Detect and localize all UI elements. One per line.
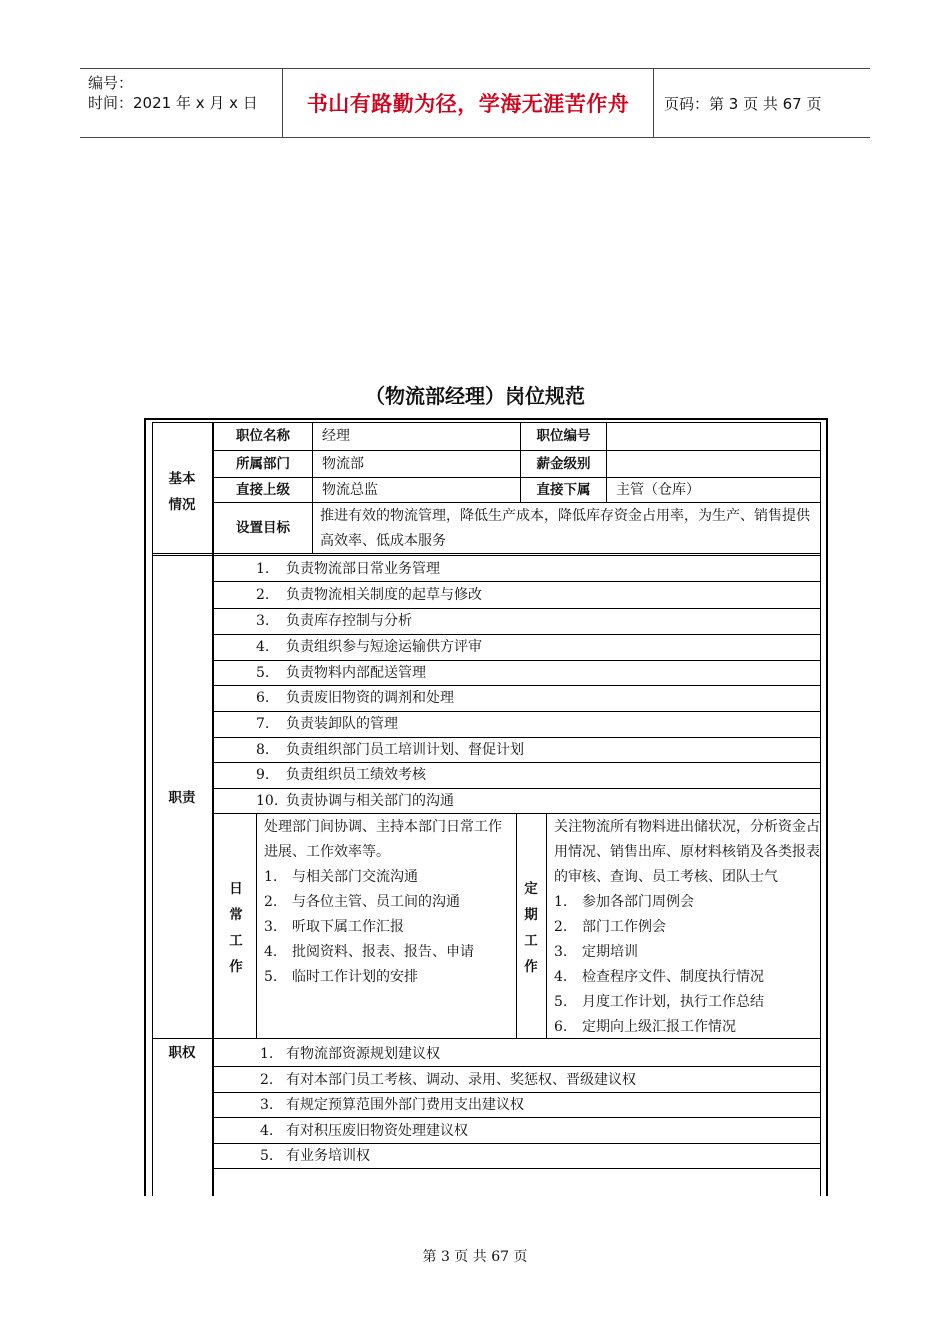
duty-item-text: 负责协调与相关部门的沟通 [286,793,454,809]
periodic-work-item-text: 月度工作计划，执行工作总结 [582,994,764,1010]
daily-work-intro: 处理部门间协调、主持本部门日常工作进展、工作效率等。 [264,819,502,860]
periodic-work-item-number: 5. [554,994,568,1010]
duty-item-text: 负责组织参与短途运输供方评审 [286,639,482,655]
goal-value: 推进有效的物流管理，降低生产成本，降低库存资金占用率，为生产、销售提供高效率、低成本服务 [320,508,810,549]
duty-item-text: 负责物流相关制度的起草与修改 [286,587,482,603]
periodic-work-item-number: 1. [554,894,568,910]
authority-item [260,1042,440,1067]
duty-item-text: 负责组织部门员工培训计划、督促计划 [286,742,524,758]
duty-item-text: 负责组织员工绩效考核 [286,767,426,783]
authority-item-number: 4. [260,1123,274,1139]
duty-item [256,609,412,634]
periodic-work-item-text: 参加各部门周例会 [582,894,694,910]
periodic-work-item [554,890,820,915]
daily-work-item-number: 2. [264,894,278,910]
periodic-work-item-number: 4. [554,969,568,985]
duty-item [256,583,482,608]
header-meta [80,69,282,137]
duty-item-number: 8. [256,742,270,758]
duty-item [256,789,454,814]
position-name-value: 经理 [322,428,350,444]
daily-work-item-text: 临时工作计划的安排 [292,969,418,985]
periodic-work-item [554,965,820,990]
duty-item-number: 7. [256,716,270,732]
daily-work-block [264,815,512,990]
authority-label: 职权 [168,1045,196,1061]
document-number-label: 编号： [88,74,134,92]
periodic-work-item [554,915,820,940]
authority-item-text: 有对积压废旧物资处理建议权 [286,1123,468,1139]
duty-item-number: 2. [256,587,270,603]
authority-item [260,1093,524,1118]
daily-work-item-number: 4. [264,944,278,960]
duty-item-text: 负责装卸队的管理 [286,716,398,732]
authority-item-text: 有对本部门员工考核、调动、录用、奖惩权、晋级建议权 [286,1072,636,1088]
authority-item-number: 2. [260,1072,274,1088]
duty-item-number: 9. [256,767,270,783]
authority-item-number: 5. [260,1148,274,1164]
duty-item [256,686,454,711]
goal-label: 设置目标 [236,520,290,536]
daily-work-item [264,915,512,940]
duty-item-number: 10. [256,793,279,809]
daily-work-item [264,865,512,890]
authority-item-number: 1. [260,1046,274,1062]
daily-work-item-number: 5. [264,969,278,985]
periodic-work-intro: 关注物流所有物料进出储状况，分析资金占用情况、销售出库、原材料核销及各类报表的审核、查询、员工考核、团队士气 [554,819,820,885]
duty-item-text: 负责物料内部配送管理 [286,665,426,681]
periodic-work-item-text: 定期培训 [582,944,638,960]
periodic-work-item [554,940,820,965]
authority-item-text: 有规定预算范围外部门费用支出建议权 [286,1097,524,1113]
periodic-work-item [554,990,820,1015]
duty-item-number: 1. [256,561,270,577]
daily-work-item-text: 听取下属工作汇报 [292,919,404,935]
periodic-work-item-number: 3. [554,944,568,960]
daily-work-item [264,940,512,965]
salary-label: 薪金级别 [536,456,591,472]
duty-item-text: 负责物流部日常业务管理 [286,561,440,577]
periodic-work-item-text: 部门工作例会 [582,919,666,935]
periodic-work-item-number: 2. [554,919,568,935]
daily-work-item-number: 3. [264,919,278,935]
daily-work-label: 日 常 工 作 [229,881,243,975]
superior-value: 物流总监 [322,482,378,498]
document-date: 时间：2021 年 x 月 x 日 [88,94,258,112]
authority-item [260,1119,468,1144]
duty-item-text: 负责废旧物资的调剂和处理 [286,690,454,706]
page-header [80,68,870,138]
duty-item-text: 负责库存控制与分析 [286,613,412,629]
duty-item [256,557,440,582]
daily-work-item [264,965,512,990]
duty-item [256,712,398,737]
daily-work-item-text: 批阅资料、报表、报告、申请 [292,944,474,960]
authority-item-text: 有业务培训权 [286,1148,370,1164]
header-page-info: 页码：第 3 页 共 67 页 [664,94,822,113]
duty-item [256,661,426,686]
authority-item-number: 3. [260,1097,274,1113]
header-motto: 书山有路勤为径，学海无涯苦作舟 [282,69,654,137]
subordinate-value: 主管（仓库） [616,482,700,498]
authority-item-text: 有物流部资源规划建议权 [286,1046,440,1062]
duty-item [256,763,426,788]
periodic-work-item-text: 检查程序文件、制度执行情况 [582,969,764,985]
periodic-work-item-text: 定期向上级汇报工作情况 [582,1019,736,1035]
daily-work-item-number: 1. [264,869,278,885]
job-spec-table [144,418,828,1196]
authority-item [260,1068,636,1093]
periodic-work-label: 定 期 工 作 [524,881,538,975]
duties-label: 职责 [168,790,196,806]
superior-label: 直接上级 [236,482,290,498]
duty-item [256,635,482,660]
periodic-work-block [554,815,820,1040]
authority-item [260,1144,370,1169]
subordinate-label: 直接下属 [536,482,591,498]
department-value: 物流部 [322,456,364,472]
duty-item-number: 5. [256,665,270,681]
position-code-label: 职位编号 [536,428,591,444]
duty-item-number: 4. [256,639,270,655]
daily-work-item-text: 与各位主管、员工间的沟通 [292,894,460,910]
daily-work-item-text: 与相关部门交流沟通 [292,869,418,885]
page-footer: 第 3 页 共 67 页 [422,1249,528,1265]
basic-section-label: 基本 情况 [168,471,196,513]
duty-item [256,738,524,763]
position-name-label: 职位名称 [236,428,290,444]
duty-item-number: 6. [256,690,270,706]
document-title: （物流部经理）岗位规范 [365,384,585,408]
department-label: 所属部门 [236,456,290,472]
periodic-work-item-number: 6. [554,1019,568,1035]
duty-item-number: 3. [256,613,270,629]
daily-work-item [264,890,512,915]
periodic-work-item [554,1015,820,1040]
